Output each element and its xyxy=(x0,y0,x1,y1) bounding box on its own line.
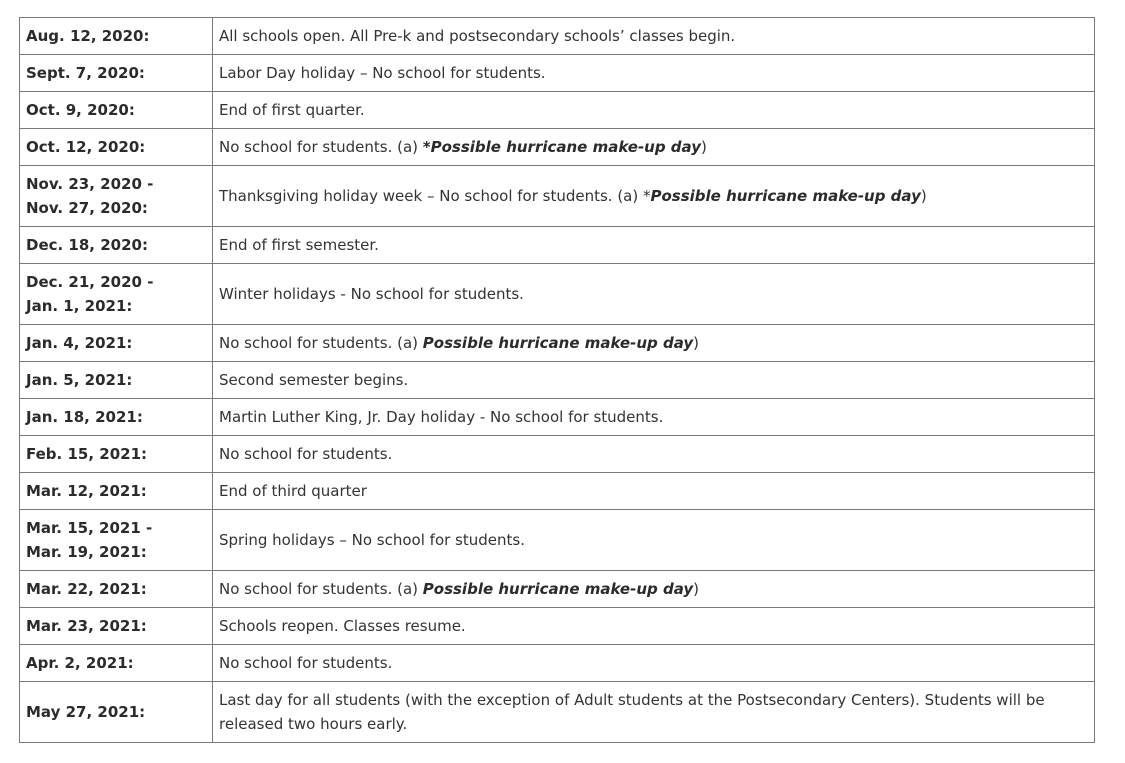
date-line: Oct. 9, 2020: xyxy=(26,101,135,119)
date-line: Nov. 27, 2020: xyxy=(26,199,148,217)
event-cell xyxy=(213,227,1095,264)
event-cell xyxy=(213,129,1095,166)
date-cell xyxy=(20,510,213,571)
event-text: Thanksgiving holiday week – No school for students. (a) * xyxy=(219,187,651,205)
date-cell xyxy=(20,227,213,264)
date-line: Jan. 1, 2021: xyxy=(26,297,133,315)
event-text: Winter holidays - No school for students. xyxy=(219,285,524,303)
date-line: Sept. 7, 2020: xyxy=(26,64,145,82)
event-text: No school for students. (a) xyxy=(219,138,423,156)
table-row xyxy=(20,325,1095,362)
date-cell xyxy=(20,682,213,743)
event-text: No school for students. xyxy=(219,654,393,672)
date-cell xyxy=(20,399,213,436)
table-row xyxy=(20,436,1095,473)
event-text: Schools reopen. Classes resume. xyxy=(219,617,466,635)
event-text: Labor Day holiday – No school for students. xyxy=(219,64,546,82)
date-line: Jan. 5, 2021: xyxy=(26,371,133,389)
table-row xyxy=(20,473,1095,510)
calendar-body xyxy=(20,18,1095,743)
table-row xyxy=(20,608,1095,645)
event-cell xyxy=(213,682,1095,743)
event-emphasis: Possible hurricane make-up day xyxy=(422,334,694,352)
event-text: End of first semester. xyxy=(219,236,379,254)
calendar-container xyxy=(19,17,1094,743)
table-row xyxy=(20,510,1095,571)
event-cell xyxy=(213,166,1095,227)
date-cell xyxy=(20,608,213,645)
date-line: Jan. 4, 2021: xyxy=(26,334,133,352)
date-line: Mar. 22, 2021: xyxy=(26,580,147,598)
date-line: Mar. 15, 2021 - xyxy=(26,519,153,537)
date-line: Apr. 2, 2021: xyxy=(26,654,134,672)
school-calendar-table xyxy=(19,17,1095,743)
table-row xyxy=(20,571,1095,608)
event-cell xyxy=(213,473,1095,510)
event-emphasis: *Possible hurricane make-up day xyxy=(422,138,701,156)
table-row xyxy=(20,166,1095,227)
date-line: Aug. 12, 2020: xyxy=(26,27,150,45)
event-text-after: ) xyxy=(693,580,699,598)
table-row xyxy=(20,227,1095,264)
event-text: Spring holidays – No school for students. xyxy=(219,531,525,549)
table-row xyxy=(20,645,1095,682)
event-cell xyxy=(213,264,1095,325)
date-cell xyxy=(20,92,213,129)
table-row xyxy=(20,682,1095,743)
date-line: Oct. 12, 2020: xyxy=(26,138,146,156)
event-text: No school for students. (a) xyxy=(219,334,423,352)
date-line: Dec. 18, 2020: xyxy=(26,236,148,254)
event-text: No school for students. xyxy=(219,445,393,463)
date-line: Jan. 18, 2021: xyxy=(26,408,143,426)
event-cell xyxy=(213,362,1095,399)
table-row xyxy=(20,399,1095,436)
date-cell xyxy=(20,18,213,55)
date-cell xyxy=(20,129,213,166)
date-line: Nov. 23, 2020 - xyxy=(26,175,154,193)
event-text: Second semester begins. xyxy=(219,371,409,389)
event-cell xyxy=(213,325,1095,362)
event-text: Last day for all students (with the exception of Adult students at the Postsecondary Centers). Students will be released two hours early. xyxy=(219,691,1045,733)
event-cell xyxy=(213,399,1095,436)
date-line: May 27, 2021: xyxy=(26,703,146,721)
event-text: All schools open. All Pre-k and postsecondary schools’ classes begin. xyxy=(219,27,736,45)
event-text-after: ) xyxy=(700,138,707,156)
date-cell xyxy=(20,571,213,608)
event-cell xyxy=(213,510,1095,571)
date-cell xyxy=(20,55,213,92)
date-line: Dec. 21, 2020 - xyxy=(26,273,154,291)
event-text: No school for students. (a) xyxy=(219,580,423,598)
event-cell xyxy=(213,645,1095,682)
date-line: Mar. 23, 2021: xyxy=(26,617,147,635)
event-text-after: ) xyxy=(920,187,927,205)
table-row xyxy=(20,92,1095,129)
event-cell xyxy=(213,18,1095,55)
table-row xyxy=(20,55,1095,92)
event-text-after: ) xyxy=(693,334,699,352)
date-cell xyxy=(20,645,213,682)
table-row xyxy=(20,18,1095,55)
event-cell xyxy=(213,608,1095,645)
date-cell xyxy=(20,362,213,399)
date-cell xyxy=(20,325,213,362)
date-line: Feb. 15, 2021: xyxy=(26,445,148,463)
date-cell xyxy=(20,473,213,510)
event-text: Martin Luther King, Jr. Day holiday - No school for students. xyxy=(219,408,664,426)
event-text: End of third quarter xyxy=(219,482,367,500)
event-cell xyxy=(213,571,1095,608)
date-line: Mar. 19, 2021: xyxy=(26,543,147,561)
date-cell xyxy=(20,264,213,325)
event-cell xyxy=(213,55,1095,92)
event-text: End of first quarter. xyxy=(219,101,365,119)
event-emphasis: Possible hurricane make-up day xyxy=(650,187,921,205)
table-row xyxy=(20,264,1095,325)
event-cell xyxy=(213,92,1095,129)
table-row xyxy=(20,362,1095,399)
date-cell xyxy=(20,166,213,227)
event-emphasis: Possible hurricane make-up day xyxy=(422,580,694,598)
event-cell xyxy=(213,436,1095,473)
date-cell xyxy=(20,436,213,473)
date-line: Mar. 12, 2021: xyxy=(26,482,147,500)
table-row xyxy=(20,129,1095,166)
